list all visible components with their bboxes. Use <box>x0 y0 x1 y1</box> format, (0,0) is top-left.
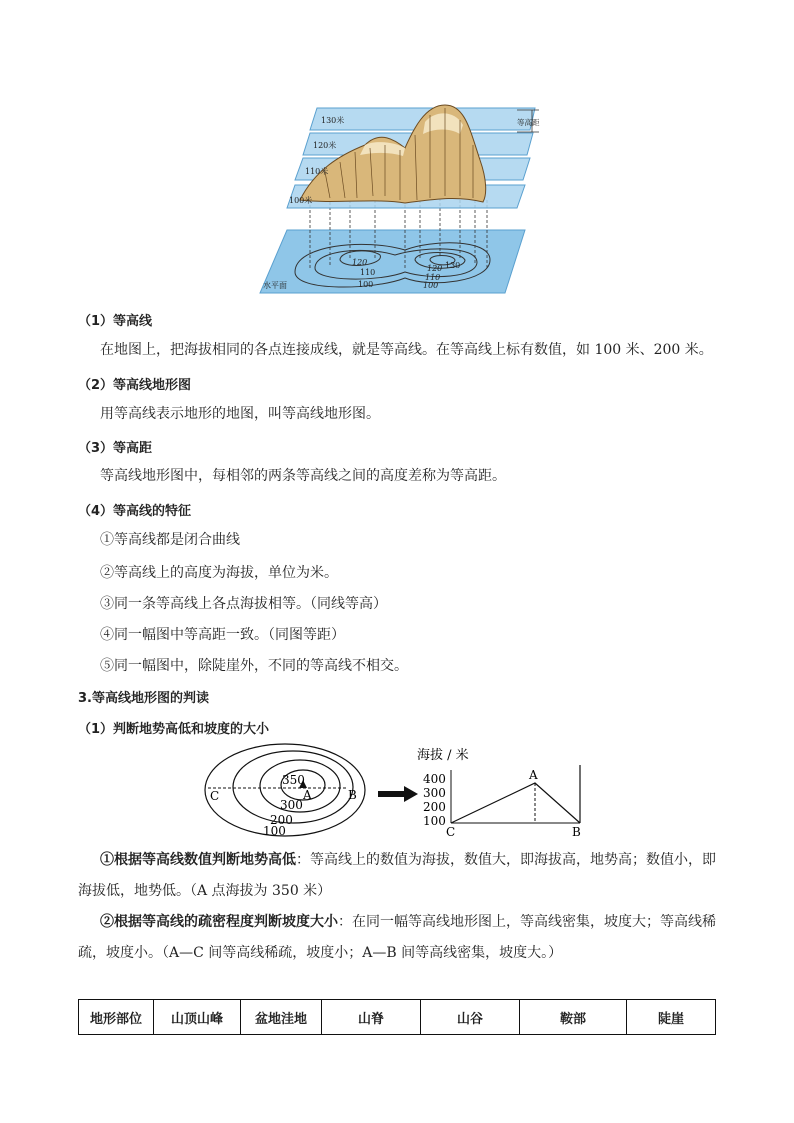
feature-item: ⑤同一幅图中，除陡崖外，不同的等高线不相交。 <box>100 658 408 674</box>
table-cell: 地形部位 <box>79 1000 154 1035</box>
feature-item: ④同一幅图中等高距一致。（同图等距） <box>100 627 345 643</box>
plane-label-110: 110米 <box>305 167 329 176</box>
section-title-map-reading: 3.等高线地形图的判读 <box>78 691 209 706</box>
contour-label: 110 <box>360 268 376 277</box>
contour-label: 100 <box>423 281 439 290</box>
contour-value-200: 200 <box>270 813 293 827</box>
profile-point-a: A <box>529 768 538 782</box>
table-cell: 盆地洼地 <box>241 1000 322 1035</box>
slope-rule-line1 <box>100 907 725 937</box>
slope-rule-line2: 疏，坡度小。（A—C 间等高线稀疏，坡度小；A—B 间等高线密集，坡度大。） <box>78 945 563 961</box>
profile-tick-label: 400 <box>423 772 446 786</box>
section-title-contour-line: （1）等高线 <box>78 314 153 329</box>
elevation-rule-line2: 海拔低，地势低。（A 点海拔为 350 米） <box>78 883 332 899</box>
elevation-rule-line1 <box>100 845 725 875</box>
section-title-contour-interval: （3）等高距 <box>78 441 153 456</box>
table-cell: 山谷 <box>421 1000 520 1035</box>
right-arrow-icon <box>378 786 418 802</box>
contour-value-100: 100 <box>263 824 286 838</box>
profile-axis-title: 海拔 / 米 <box>417 748 469 763</box>
section-title-contour-map: （2）等高线地形图 <box>78 378 192 393</box>
table-cell: 鞍部 <box>520 1000 627 1035</box>
table-cell: 陡崖 <box>627 1000 716 1035</box>
feature-item: ①等高线都是闭合曲线 <box>100 532 240 548</box>
plane-label-120: 120米 <box>313 141 337 150</box>
profile-tick-label: 300 <box>423 786 446 800</box>
contour-label: 120 <box>352 258 368 267</box>
contour-label: 120 <box>427 264 443 273</box>
table-cell: 山顶山峰 <box>154 1000 241 1035</box>
plane-label-100: 100米 <box>289 196 313 205</box>
point-b-label: B <box>348 788 357 802</box>
interval-label: 等高距 <box>517 118 540 127</box>
contour-label: 130 <box>445 261 461 270</box>
contour-map-definition: 用等高线表示地形的地图，叫等高线地形图。 <box>100 406 380 422</box>
table-row <box>79 1000 716 1035</box>
slope-rule-lead: ②根据等高线的疏密程度判断坡度大小 <box>100 914 338 930</box>
contour-value-300: 300 <box>280 798 303 812</box>
table-cell: 山脊 <box>322 1000 421 1035</box>
contour-label: 100 <box>358 280 374 289</box>
profile-line <box>451 783 580 823</box>
feature-item: ③同一条等高线上各点海拔相等。（同线等高） <box>100 596 387 612</box>
profile-point-c: C <box>446 825 456 839</box>
contour-value-350: 350 <box>282 773 305 787</box>
plane-label-130: 130米 <box>321 116 345 125</box>
contour-3d-diagram <box>255 100 540 295</box>
contour-ellipse-map <box>200 742 370 842</box>
contour-label: 110 <box>425 273 441 282</box>
point-a-label: A <box>303 788 312 802</box>
profile-point-b: B <box>572 825 581 839</box>
feature-item: ②等高线上的高度为海拔，单位为米。 <box>100 565 338 581</box>
elevation-rule-lead: ①根据等高线数值判断地势高低 <box>100 852 296 868</box>
subsection-title-elevation-slope: （1）判断地势高低和坡度的大小 <box>78 722 270 737</box>
terrain-table <box>78 999 716 1035</box>
elevation-rule-text: ：等高线上的数值为海拔，数值大，即海拔高，地势高；数值小，即 <box>296 852 716 868</box>
slope-rule-text: ：在同一幅等高线地形图上，等高线密集，坡度大；等高线稀 <box>338 914 716 930</box>
contour-line-definition: 在地图上，把海拔相同的各点连接成线，就是等高线。在等高线上标有数值，如 100 米、200 米。 <box>100 342 713 358</box>
base-plane-label: 水平面 <box>263 281 287 290</box>
elevation-profile <box>415 745 595 845</box>
section-title-contour-features: （4）等高线的特征 <box>78 504 192 519</box>
contour-interval-definition: 等高线地形图中，每相邻的两条等高线之间的高度差称为等高距。 <box>100 468 506 484</box>
profile-tick-label: 200 <box>423 800 446 814</box>
point-c-label: C <box>210 789 220 803</box>
profile-tick-label: 100 <box>423 814 446 828</box>
